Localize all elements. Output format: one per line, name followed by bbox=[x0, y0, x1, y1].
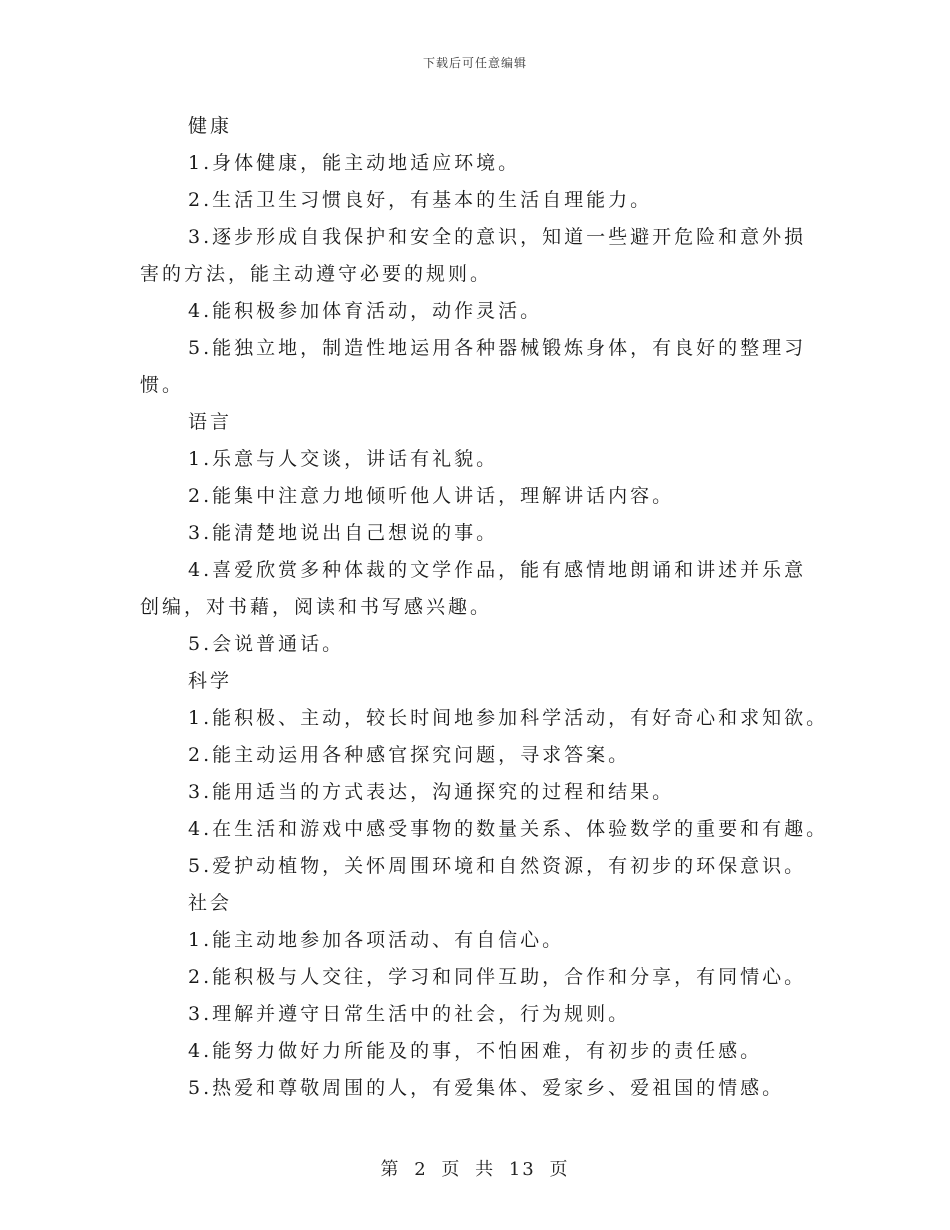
paragraph-line: 2.生活卫生习惯良好，有基本的生活自理能力。 bbox=[188, 189, 653, 211]
paragraph-line: 3.能清楚地说出自己想说的事。 bbox=[188, 522, 499, 544]
paragraph-line: 4.在生活和游戏中感受事物的数量关系、体验数学的重要和有趣。 bbox=[188, 818, 829, 840]
document-body bbox=[140, 108, 829, 1107]
page-number-footer: 第 2 页 共 13 页 bbox=[380, 1159, 570, 1180]
section-heading-language: 语言 bbox=[188, 411, 233, 433]
paragraph-line: 5.能独立地，制造性地运用各种器械锻炼身体，有良好的整理习 bbox=[188, 337, 807, 359]
section-heading-health: 健康 bbox=[188, 115, 233, 137]
header-note: 下载后可任意编辑 bbox=[422, 56, 527, 70]
section-heading-science: 科学 bbox=[188, 670, 233, 692]
paragraph-line: 1.能积极、主动，较长时间地参加科学活动，有好奇心和求知欲。 bbox=[188, 707, 829, 729]
paragraph-line-continued: 害的方法，能主动遵守必要的规则。 bbox=[140, 263, 493, 285]
paragraph-line: 2.能主动运用各种感官探究问题，寻求答案。 bbox=[188, 744, 631, 766]
paragraph-line: 2.能积极与人交往，学习和同伴互助，合作和分享，有同情心。 bbox=[188, 966, 807, 988]
paragraph-line: 4.能努力做好力所能及的事，不怕困难，有初步的责任感。 bbox=[188, 1040, 763, 1062]
paragraph-line: 1.能主动地参加各项活动、有自信心。 bbox=[188, 929, 565, 951]
paragraph-line: 5.会说普通话。 bbox=[188, 633, 345, 655]
paragraph-line: 2.能集中注意力地倾听他人讲话，理解讲话内容。 bbox=[188, 485, 675, 507]
paragraph-line: 4.喜爱欣赏多种体裁的文学作品，能有感情地朗诵和讲述并乐意 bbox=[188, 559, 807, 581]
section-heading-society: 社会 bbox=[188, 892, 233, 914]
paragraph-line: 5.热爱和尊敬周围的人，有爱集体、爱家乡、爱祖国的情感。 bbox=[188, 1077, 785, 1099]
paragraph-line: 3.理解并遵守日常生活中的社会，行为规则。 bbox=[188, 1003, 631, 1025]
paragraph-line: 3.能用适当的方式表达，沟通探究的过程和结果。 bbox=[188, 781, 675, 803]
paragraph-line: 1.乐意与人交谈，讲话有礼貌。 bbox=[188, 448, 499, 470]
paragraph-line: 5.爱护动植物，关怀周围环境和自然资源，有初步的环保意识。 bbox=[188, 855, 807, 877]
paragraph-line-continued: 创编，对书藉，阅读和书写感兴趣。 bbox=[140, 596, 493, 618]
paragraph-line: 3.逐步形成自我保护和安全的意识，知道一些避开危险和意外损 bbox=[188, 226, 807, 248]
paragraph-line: 4.能积极参加体育活动，动作灵活。 bbox=[188, 300, 543, 322]
paragraph-line: 1.身体健康，能主动地适应环境。 bbox=[188, 152, 521, 174]
paragraph-line-continued: 惯。 bbox=[140, 374, 185, 396]
